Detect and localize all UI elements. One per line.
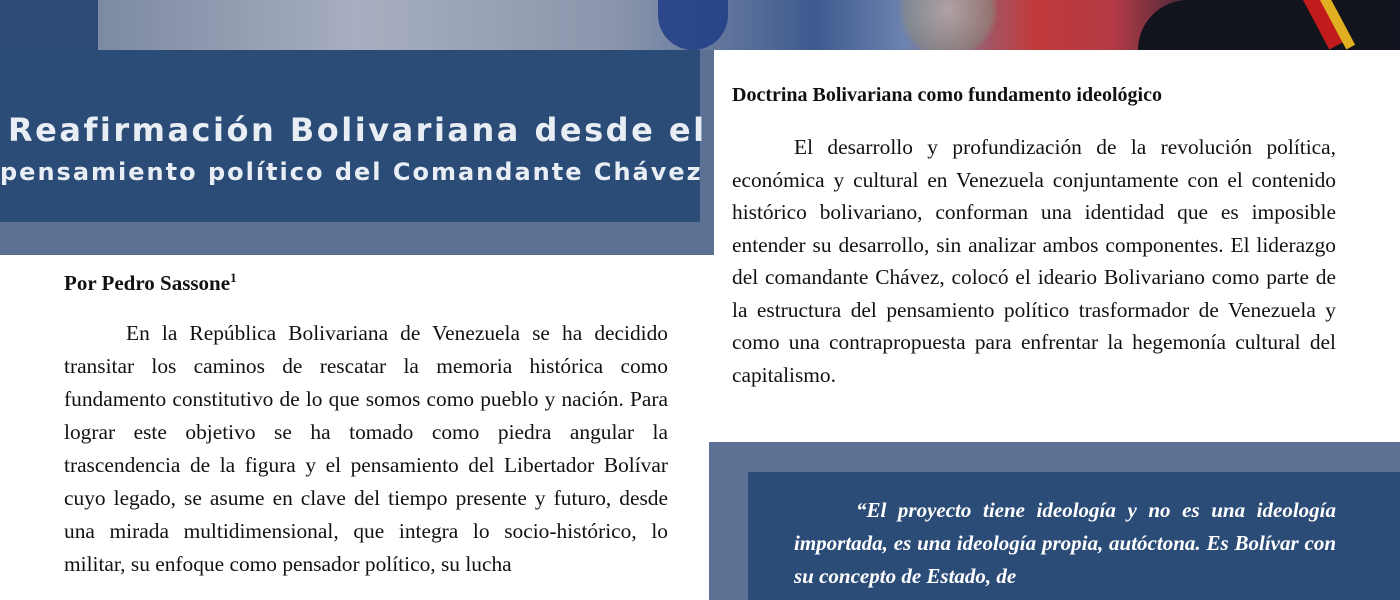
photo-figure-bust xyxy=(888,0,1008,50)
header-photo-image xyxy=(98,0,1400,50)
article-title-line1: Reafirmación Bolivariana desde el xyxy=(8,111,707,149)
photo-figure-person xyxy=(1138,0,1398,50)
photo-figure-flag xyxy=(658,0,728,50)
footnote-reference: 1 xyxy=(230,270,237,285)
intro-paragraph: En la República Bolivariana de Venezuela se ha decidido transitar los caminos de rescatar la memoria histórica como fundamento constitutivo de lo que somos como pueblo y nación. Para lograr este objetivo se ha tomado como piedra angular la trascendencia de la figura y el pensamiento del Libertador Bolívar cuyo legado, se asume en clave del tiempo presente y futuro, desde una mirada multidimensional, que integra lo socio-histórico, lo militar, su enfoque como pensador político, su lucha xyxy=(64,321,668,576)
pull-quote xyxy=(794,494,1336,593)
section-paragraph: El desarrollo y profundización de la revolución política, económica y cultural en Venezuela conjuntamente con el contenido histórico bolivariano, conforman una identidad que es imposible entender su desarrollo, sin analizar ambos componentes. El liderazgo del comandante Chávez, colocó el ideario Bolivariano como parte de la estructura del pensamiento político trasformador de Venezuela y como una contrapropuesta para enfrentar la hegemonía cultural del capitalismo. xyxy=(732,135,1336,387)
section-heading: Doctrina Bolivariana como fundamento ideológico xyxy=(732,84,1162,106)
pull-quote-text: “El proyecto tiene ideología y no es una ideología importada, es una ideología propia, autóctona. Es Bolívar con su concepto de Estado, de xyxy=(794,498,1336,588)
header-photo xyxy=(0,0,1400,50)
author-name: Por Pedro Sassone xyxy=(64,271,231,295)
section-paragraph-block xyxy=(732,131,1336,391)
author-byline xyxy=(64,270,237,296)
intro-paragraph-block xyxy=(64,317,668,581)
article-title-line2: pensamiento político del Comandante Chávez xyxy=(0,158,703,186)
